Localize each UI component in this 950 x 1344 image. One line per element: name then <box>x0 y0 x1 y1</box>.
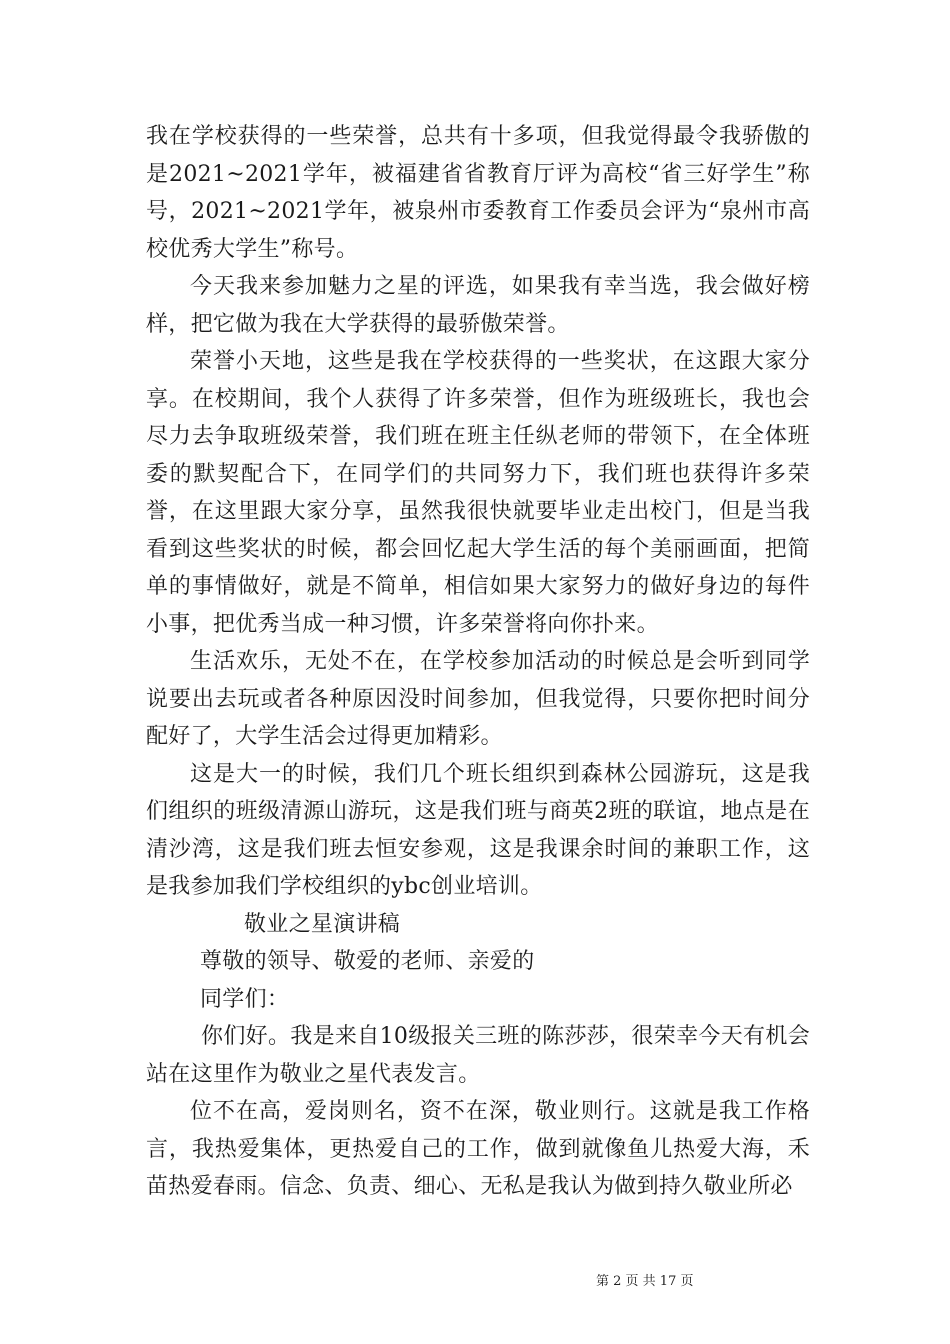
salutation-line: 尊敬的领导、敬爱的老师、亲爱的 <box>200 949 535 974</box>
document-body <box>146 118 810 1206</box>
paragraph-greeting: 你们好。我是来自10级报关三班的陈莎莎，很荣幸今天有机会站在这里作为敬业之星代表发言。 <box>146 1024 810 1087</box>
paragraph-activities: 这是大一的时候，我们几个班长组织到森林公园游玩，这是我们组织的班级清源山游玩，这是我们班与商英2班的联谊，地点是在清沙湾，这是我们班去恒安参观，这是我课余时间的兼职工作，这是我参加我们学校组织的ybc创业培训。 <box>146 761 810 899</box>
page-footer: 第 2 页 共 17 页 <box>596 1274 694 1289</box>
paragraph-honor-corner: 荣誉小天地，这些是我在学校获得的一些奖状，在这跟大家分享。在校期间，我个人获得了许多荣誉，但作为班级班长，我也会尽力去争取班级荣誉，我们班在班主任纵老师的带领下，在全体班委的默契配合下，在同学们的共同努力下，我们班也获得许多荣誉，在这里跟大家分享，虽然我很快就要毕业走出校门，但是当我看到这些奖状的时候，都会回忆起大学生活的每个美丽画面，把简单的事情做好，就是不简单，相信如果大家努力的做好身边的每件小事，把优秀当成一种习惯，许多荣誉将向你扑来。 <box>146 349 810 637</box>
paragraph-star-selection: 今天我来参加魅力之星的评选，如果我有幸当选，我会做好榜样，把它做为我在大学获得的最骄傲荣誉。 <box>146 274 810 337</box>
salutation-classmates: 同学们： <box>200 986 290 1012</box>
paragraph-life-joy: 生活欢乐，无处不在，在学校参加活动的时候总是会听到同学说要出去玩或者各种原因没时间参加，但我觉得，只要你把时间分配好了，大学生活会过得更加精彩。 <box>146 649 810 749</box>
paragraph-honors: 我在学校获得的一些荣誉，总共有十多项，但我觉得最令我骄傲的是2021~2021学年，被福建省省教育厅评为高校“省三好学生”称号，2021~2021学年，被泉州市委教育工作委员会评为“泉州市高校优秀大学生”称号。 <box>146 124 810 262</box>
paragraph-motto: 位不在高，爱岗则名，资不在深，敬业则行。这就是我工作格言，我热爱集体，更热爱自己的工作，做到就像鱼儿热爱大海，禾苗热爱春雨。信念、负责、细心、无私是我认为做到持久敬业所必 <box>146 1099 810 1199</box>
speech-title: 敬业之星演讲稿 <box>244 911 401 937</box>
